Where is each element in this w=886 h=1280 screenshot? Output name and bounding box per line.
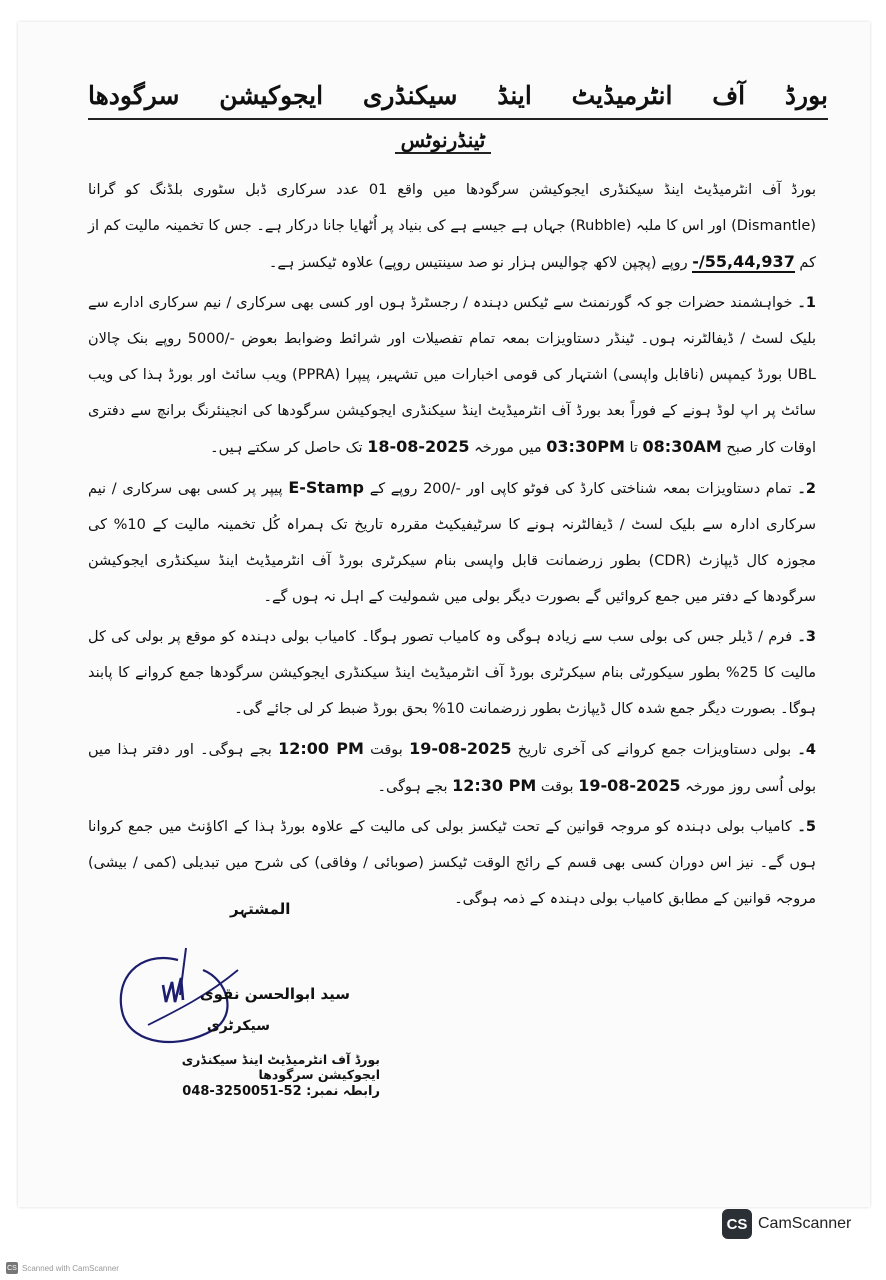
header-word: سیکنڈری (362, 80, 458, 110)
clause-number: 1۔ (797, 295, 816, 311)
opening-time: 12:30 PM (452, 776, 537, 795)
camscanner-badge (722, 1208, 851, 1240)
estimated-amount: -/55,44,937 (692, 252, 795, 271)
header-word: ایجوکیشن (219, 80, 324, 110)
advertiser-label: المشتہر (230, 900, 291, 918)
clause-number: 5۔ (797, 819, 817, 835)
watermark-text: Scanned with CamScanner (22, 1263, 119, 1273)
header-word: سرگودھا (88, 80, 180, 110)
camscanner-logo-icon: CS (722, 1209, 752, 1239)
clause-number: 3۔ (797, 629, 816, 645)
submission-date: 19-08-2025 (409, 739, 512, 758)
submission-time: 12:00 PM (278, 739, 364, 758)
office-time-end: 03:30PM (546, 437, 625, 456)
signatory-name: سید ابوالحسن نقوی (199, 985, 350, 1003)
camscanner-watermark (6, 1262, 119, 1274)
signatory-office: بورڈ آف انٹرمیڈیٹ اینڈ سیکنڈری ایجوکیشن سرگودھا (181, 1052, 380, 1082)
intro-paragraph: بورڈ آف انٹرمیڈیٹ اینڈ سیکنڈری ایجوکیشن سرگودھا میں واقع 01 عدد سرکاری ڈبل سٹوری بلڈنگ کو گرانا (Dismantle) اور اس کا ملبہ (Rubble) جہاں ہے جیسے ہے کی بنیاد پر اُٹھایا جانا درکار ہے۔ جس کا تخمینہ مالیت کم از کم -/55,44,937 روپے (پچپن لاکھ چوالیس ہزار نو صد سینتیس روپے) علاوہ ٹیکسز ہے۔ (88, 182, 816, 271)
header-word: انٹرمیڈیٹ (571, 80, 673, 110)
clause-number: 4۔ (797, 742, 817, 758)
header-word: آف (712, 80, 746, 110)
notice-title: ٹینڈرنوٹس (395, 128, 492, 154)
clause-2: 2۔ تمام دستاویزات بمعہ شناختی کارڈ کی فوٹو کاپی اور -/200 روپے کے E-Stamp پیپر پر کسی بھی سرکاری / نیم سرکاری ادارہ سے بلیک لسٹ / ڈیفالٹرنہ ہونے کا سرٹیفیکیٹ مقررہ تاریخ تک ہمراہ کُل تخمینہ مالیت کے 10% کی مجوزہ کال ڈیپازٹ (CDR) بطور زرضمانت قابل واپسی بنام سیکرٹری بورڈ آف انٹرمیڈیٹ اینڈ سیکنڈری ایجوکیشن سرگودھا کے دفتر میں جمع کروائیں گے بصورت دیگر بولی میں شمولیت کے اہل نہ ہوں گے۔ (88, 478, 816, 605)
rubble-term: Rubble (575, 218, 626, 234)
office-time-start: 08:30AM (642, 437, 722, 456)
clause-4: 4۔ بولی دستاویزات جمع کروانے کی آخری تاریخ 19-08-2025 بوقت 12:00 PM بجے ہوگی۔ اور دفتر ہذا میں بولی اُسی روز مورخہ 19-08-2025 بوقت 12:30 PM بجے ہوگی۔ (88, 739, 817, 795)
board-header (88, 72, 828, 120)
signatory-designation: سیکرٹری (206, 1018, 270, 1034)
notice-body (88, 172, 816, 917)
clause-5: 5۔ کامیاب بولی دہندہ کو مروجہ قوانین کے تحت ٹیکسز بولی کی مالیت کے علاوہ بورڈ ہذا کے اکاؤنٹ میں جمع کروانا ہوں گے۔ نیز اس دوران کسی بھی قسم کے رائج الوقت ٹیکسز (صوبائی / وفاقی) کی شرح میں تبدیلی (کمی / بیشی) مروجہ قوانین کے مطابق کامیاب بولی دہندہ کے ذمہ ہوگی۔ (88, 819, 817, 907)
header-word: بورڈ (784, 80, 828, 110)
contact-line (150, 1084, 380, 1099)
camscanner-name: CamScanner (758, 1215, 852, 1232)
header-word: اینڈ (497, 80, 532, 110)
opening-date: 19-08-2025 (578, 776, 681, 795)
issue-deadline-date: 18-08-2025 (367, 437, 470, 456)
estamp-term: E-Stamp (288, 478, 364, 497)
dismantle-term: Dismantle (736, 218, 811, 234)
clause-3: 3۔ فرم / ڈیلر جس کی بولی سب سے زیادہ ہوگی وہ کامیاب تصور ہوگا۔ کامیاب بولی دہندہ کو موقع پر بولی کی کل مالیت کا 25% بطور سیکورٹی بنام سیکرٹری بورڈ آف انٹرمیڈیٹ اینڈ سیکنڈری ایجوکیشن سرگودھا جمع کروانے کا پابند ہوگا۔ بصورت دیگر جمع شدہ کال ڈیپازٹ بطور زرضمانت 10% بحق بورڈ ضبط کر لی جائے گی۔ (88, 629, 816, 717)
clause-1: 1۔ خواہشمند حضرات جو کہ گورنمنٹ سے ٹیکس دہندہ / رجسٹرڈ ہوں اور کسی بھی سرکاری / نیم سرکاری ادارے سے بلیک لسٹ / ڈیفالٹرنہ ہوں۔ ٹینڈر دستاویزات بمعہ تمام تفصیلات اور شرائط وضوابط بعوض -/5000 روپے بنک چالان UBL بورڈ کیمپس (ناقابل واپسی) اشتہار کی قومی اخبارات میں تشہیر، پیپرا (PPRA) ویب سائٹ اور بورڈ ہذا کی ویب سائٹ پر اپ لوڈ ہونے کے فوراً بعد بورڈ آف انٹرمیڈیٹ اینڈ سیکنڈری ایجوکیشن سرگودھا کی انجینئرنگ برانچ سے دفتری اوقات کار صبح 08:30AM تا 03:30PM میں مورخہ 18-08-2025 تک حاصل کر سکتے ہیں۔ (88, 295, 816, 456)
contact-label: رابطہ نمبر: (306, 1084, 380, 1099)
contact-phone: 048-3250051-52 (182, 1084, 302, 1099)
camscanner-mini-icon: CS (6, 1262, 18, 1274)
clause-number: 2۔ (797, 481, 816, 497)
notice-title-wrap (0, 128, 886, 152)
